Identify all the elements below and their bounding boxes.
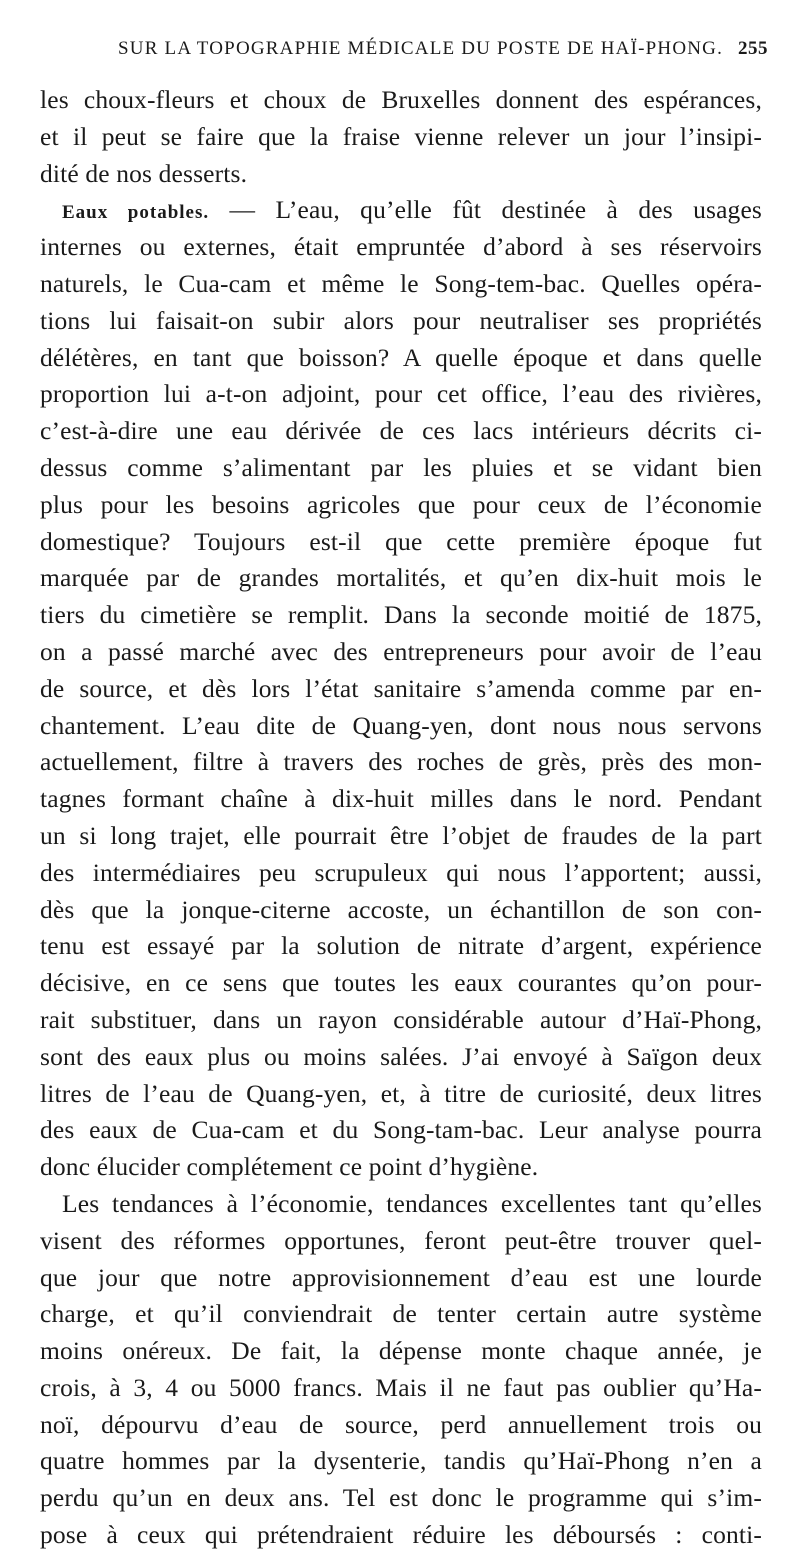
text-line: de source, et dès lors l’état sanitaire s’amenda comme par en- [40, 673, 762, 703]
text-line: c’est-à-dire une eau dérivée de ces lacs intérieurs décrits ci- [40, 416, 762, 446]
text-line: perdu qu’un en deux ans. Tel est donc le programme qui s’im- [40, 1483, 762, 1513]
page-header [86, 34, 770, 66]
text-line: Les tendances à l’économie, tendances excellentes tant qu’elles [62, 1188, 762, 1218]
text-line: quatre hommes par la dysenterie, tandis qu’Haï-Phong n’en a [40, 1446, 762, 1476]
text-line [40, 192, 762, 229]
text-line: les choux-fleurs et choux de Bruxelles donnent des espérances, [40, 85, 762, 114]
text-line: tagnes formant chaîne à dix-huit milles dans le nord. Pendant [40, 784, 762, 814]
text-line: un si long trajet, elle pourrait être l’objet de fraudes de la part [40, 820, 762, 850]
text-line: tiers du cimetière se remplit. Dans la seconde moitié de 1875, [40, 600, 762, 630]
text-line: moins onéreux. De fait, la dépense monte chaque année, je [40, 1336, 762, 1366]
text-line: marquée par de grandes mortalités, et qu’en dix-huit mois le [40, 563, 762, 593]
text-line: dessus comme s’alimentant par les pluies et se vidant bien [40, 452, 762, 482]
body-text [40, 82, 762, 1554]
running-title: SUR LA TOPOGRAPHIE MÉDICALE DU POSTE DE HAÏ-PHONG. [118, 38, 724, 59]
text-line: que jour que notre approvisionnement d’eau est une lourde [40, 1262, 762, 1292]
text-line: dès que la jonque-citerne accoste, un échantillon de son con- [40, 894, 762, 924]
text-line: dité de nos desserts. [40, 158, 248, 188]
text-line: internes ou externes, était empruntée d’abord à ses réservoirs [40, 232, 762, 262]
text-line: plus pour les besoins agricoles que pour ceux de l’économie [40, 489, 762, 519]
text-line: proportion lui a-t-on adjoint, pour cet office, l’eau des rivières, [40, 379, 762, 409]
text-line: tions lui faisait-on subir alors pour neutraliser ses propriétés [40, 305, 762, 335]
text-line: domestique? Toujours est-il que cette première époque fut [40, 526, 762, 556]
section-heading: Eaux potables. [62, 202, 210, 224]
text-line-content: — L’eau, qu’elle fût destinée à des usages [229, 195, 762, 225]
text-line: sont des eaux plus ou moins salées. J’ai envoyé à Saïgon deux [40, 1041, 762, 1071]
text-line: rait substituer, dans un rayon considérable autour d’Haï-Phong, [40, 1004, 762, 1034]
text-line: noï, dépourvu d’eau de source, perd annuellement trois ou [40, 1409, 762, 1439]
text-line: actuellement, filtre à travers des roches de grès, près des mon- [40, 747, 762, 777]
text-line: naturels, le Cua-cam et même le Song-tem-bac. Quelles opéra- [40, 268, 762, 298]
text-line: charge, et qu’il conviendrait de tenter certain autre système [40, 1299, 762, 1329]
text-line: des intermédiaires peu scrupuleux qui nous l’apportent; aussi, [40, 857, 762, 887]
text-line: des eaux de Cua-cam et du Song-tam-bac. Leur analyse pourra [40, 1115, 762, 1145]
text-line: donc élucider complétement ce point d’hygiène. [40, 1152, 539, 1182]
page-number: 255 [738, 38, 768, 59]
text-line: pose à ceux qui prétendraient réduire les déboursés : conti- [40, 1520, 762, 1550]
text-line: visent des réformes opportunes, feront peut-être trouver quel- [40, 1225, 762, 1255]
text-line: décisive, en ce sens que toutes les eaux courantes qu’on pour- [40, 968, 762, 998]
text-line: délétères, en tant que boisson? A quelle époque et dans quelle [40, 342, 762, 372]
text-line: et il peut se faire que la fraise vienne relever un jour l’insipi- [40, 121, 762, 151]
text-line: on a passé marché avec des entrepreneurs pour avoir de l’eau [40, 636, 762, 666]
text-line: chantement. L’eau dite de Quang-yen, dont nous nous servons [40, 710, 762, 740]
text-line: litres de l’eau de Quang-yen, et, à titre de curiosité, deux litres [40, 1078, 762, 1108]
text-line: crois, à 3, 4 ou 5000 francs. Mais il ne faut pas oublier qu’Ha- [40, 1372, 762, 1402]
text-line: tenu est essayé par la solution de nitrate d’argent, expérience [40, 931, 762, 961]
